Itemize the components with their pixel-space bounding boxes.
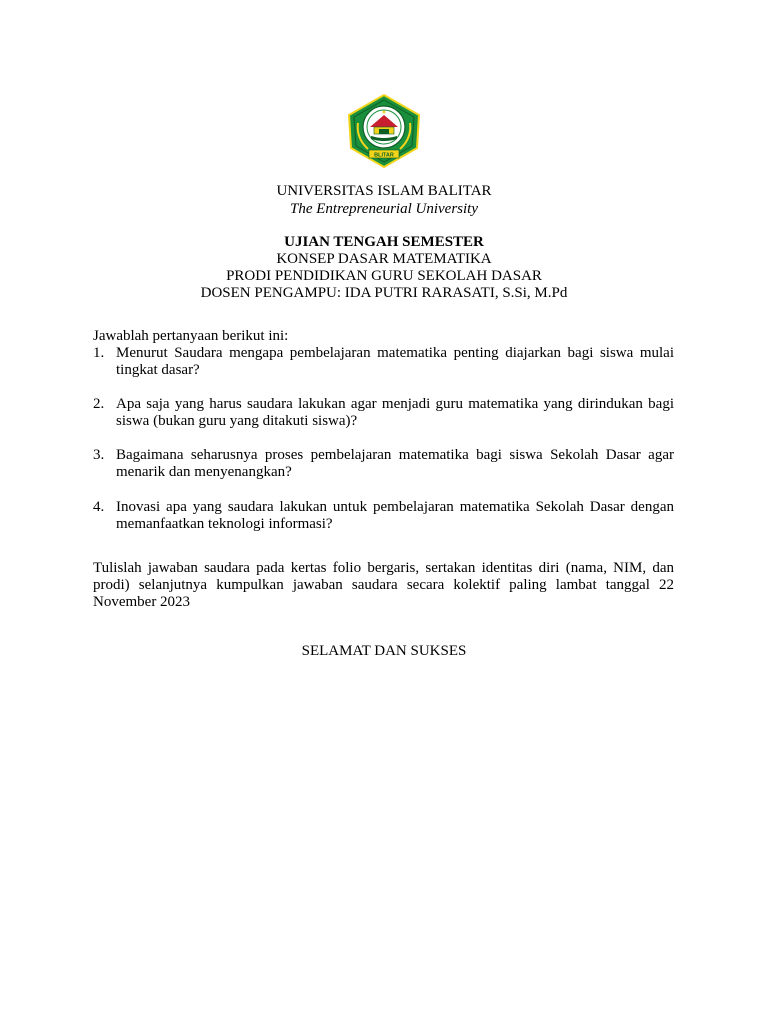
lecturer-name: DOSEN PENGAMPU: IDA PUTRI RARASATI, S.Si, M.Pd <box>200 285 568 301</box>
exam-title: UJIAN TENGAH SEMESTER <box>284 234 484 250</box>
question-number: 2. <box>93 396 105 412</box>
instructions: Jawablah pertanyaan berikut ini: <box>93 328 289 344</box>
question-number: 3. <box>93 447 105 463</box>
question-number: 1. <box>93 345 105 361</box>
question-text: Inovasi apa yang saudara lakukan untuk pembelajaran matematika Sekolah Dasar dengan memanfaatkan teknologi informasi? <box>116 499 674 532</box>
question-item <box>93 499 674 533</box>
question-item <box>93 396 674 430</box>
course-name: KONSEP DASAR MATEMATIKA <box>276 251 492 267</box>
question-item <box>93 447 674 481</box>
question-item <box>93 345 674 379</box>
university-name: UNIVERSITAS ISLAM BALITAR <box>276 183 492 199</box>
university-tagline: The Entrepreneurial University <box>289 201 479 217</box>
submission-note: Tulislah jawaban saudara pada kertas folio bergaris, sertakan identitas diri (nama, NIM, dan prodi) selanjutnya kumpulkan jawaban saudara secara kolektif paling lambat tanggal 22 November 2023 <box>93 560 674 610</box>
question-number: 4. <box>93 499 105 515</box>
closing-greeting: SELAMAT DAN SUKSES <box>301 643 467 659</box>
program-name: PRODI PENDIDIKAN GURU SEKOLAH DASAR <box>226 268 542 284</box>
question-text: Bagaimana seharusnya proses pembelajaran matematika bagi siswa Sekolah Dasar agar menarik dan menyenangkan? <box>116 447 674 480</box>
logo-text-bottom: BLITAR <box>374 152 394 159</box>
question-text: Menurut Saudara mengapa pembelajaran matematika penting diajarkan bagi siswa mulai tingkat dasar? <box>116 345 674 378</box>
question-text: Apa saja yang harus saudara lakukan agar menjadi guru matematika yang dirindukan bagi siswa (bukan guru yang ditakuti siswa)? <box>116 396 674 429</box>
university-logo-icon <box>344 93 424 169</box>
